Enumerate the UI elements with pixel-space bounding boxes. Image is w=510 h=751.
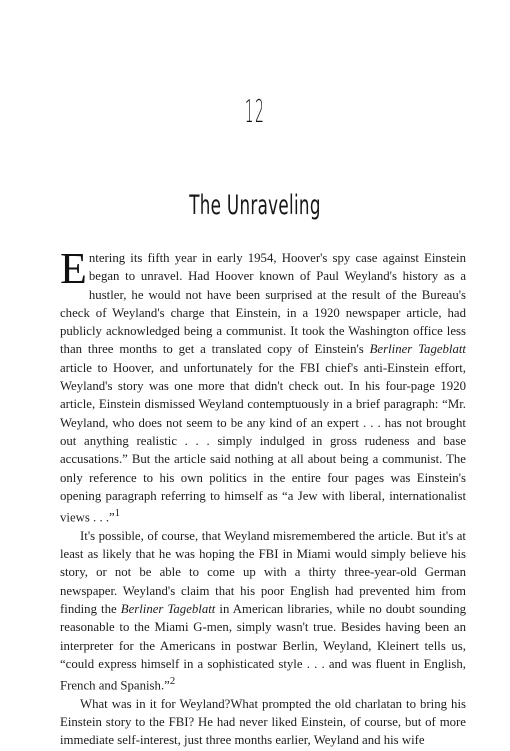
paragraph-3: What was in it for Weyland?What prompted the old charlatan to bring his Einstein story to the FBI? He had never liked Einstein, of course, but of more immediate self-interest, just three months earlier, Weyland and his wife [60, 696, 466, 748]
paragraph-1-text-b: article to Hoover, and unfortunately for the FBI chief's anti-Einstein effort, Weyland's story was one more that didn't check out. In his four-page 1920 article, Einstein dismissed Weyland contemptuously in a brief paragraph: “Mr. Weyland, who does not seem to be any kind of an expert . . . has not brought out anything realistic . . . simply indulged in gross rudeness and base accusations.” But the article said nothing at all about being a communist. The only reference to his own politics in the entire four pages was Einstein's opening paragraph referring to himself as “a Jew with liberal, internationalist views . . .” [60, 360, 466, 525]
paragraph-1 [60, 244, 466, 527]
footnote-ref-2: 2 [169, 676, 176, 688]
chapter-title: The Unraveling [189, 190, 321, 221]
paragraph-2-text-a: It's possible, of course, that Weyland misremembered the article. But it's at least as likely that he was hoping the FBI in Miami would simply believe his story, or not be able to come up with a thirty three-year-old German newspaper. Weyland's claim that his poor English had prevented him from finding the [60, 528, 466, 616]
footnote-ref-1: 1 [114, 508, 121, 520]
paragraph-2-italic: Berliner Tageblatt [120, 601, 216, 616]
drop-cap: E [60, 244, 87, 293]
paragraph-2-text-b: in American libraries, while no doubt sounding reasonable to the Miami G-men, simply wasn't true. Besides having been an interpreter for the Americans in postwar Berlin, Weyland, Kleinert tells us, “could express himself in a sophisticated style . . . and was fluent in English, French and Spanish.” [60, 601, 466, 693]
paragraph-2 [60, 527, 466, 695]
paragraph-1-text-a: ntering its fifth year in early 1954, Hoover's spy case against Einstein began to unravel. Had Hoover known of Paul Weyland's history as a hustler, he would not have been surprised at the result of the Bureau's check of Weyland's charge that Einstein, in a 1920 newspaper article, had publicly acknowledged being a communist. It took the Washington office less than three months to get a translated copy of Einstein's [60, 251, 466, 357]
chapter-body [60, 244, 466, 750]
chapter-number: 12 [244, 94, 266, 130]
paragraph-1-italic: Berliner Tageblatt [369, 342, 466, 357]
